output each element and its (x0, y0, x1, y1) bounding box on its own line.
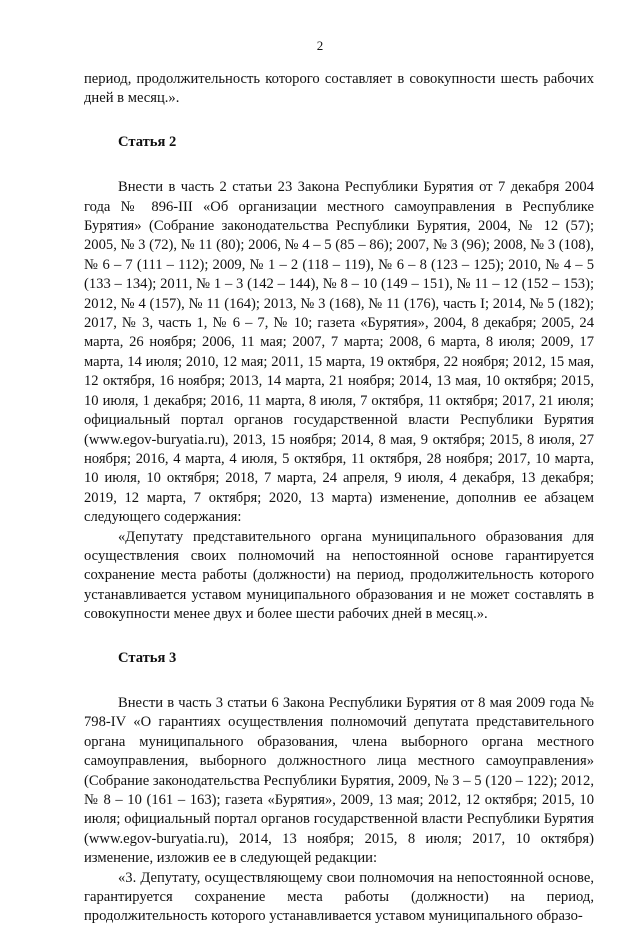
document-body (84, 70, 594, 927)
article-3-text: Внести в часть 3 статьи 6 Закона Республики Бурятия от 8 мая 2009 года № 798-IV «О гарантиях осуществления полномочий депутата представительного органа муниципального образования, члена выборного органа местного самоуправления, выборного должностного лица местного самоуправления» (Собрание законодательства Республики Бурятия, 2009, № 3 – 5 (120 – 122); 2012, № 8 – 10 (161 – 163); газета «Бурятия», 2009, 13 мая; 2012, 12 октября; 2015, 10 июля; официальный портал органов государственной власти Республики Бурятия (www.egov-buryatia.ru), 2014, 13 ноября; 2015, 8 июля; 2017, 10 октября) изменение, изложив ее в следующей редакции: (84, 694, 594, 867)
page-number: 2 (316, 38, 324, 53)
article-2-text: Внести в часть 2 статьи 23 Закона Республики Бурятия от 7 декабря 2004 года № 896-III «Об организации местного самоуправления в Республике Бурятия» (Собрание законодательства Республики Бурятия, 2004, № 12 (57); 2005, № 3 (72), № 11 (80); 2006, № 4 – 5 (85 – 86); 2007, № 3 (96); 2008, № 3 (108), № 6 – 7 (111 – 112); 2009, № 1 – 2 (118 – 119), № 6 – 8 (123 – 125); 2010, № 4 – 5 (133 – 134); 2011, № 1 – 3 (142 – 144), № 8 – 10 (149 – 151), № 11 – 12 (152 – 153); 2012, № 4 (157), № 11 (164); 2013, № 3 (168), № 11 (176), часть I; 2014, № 5 (182); 2017, № 3, часть 1, № 6 – 7, № 10; газета «Бурятия», 2004, 8 декабря; 2005, 24 марта, 26 ноября; 2006, 11 мая; 2007, 7 марта; 2008, 6 марта, 8 июля; 2009, 17 марта, 14 июля; 2010, 12 мая; 2011, 15 марта, 19 октября, 22 ноября; 2012, 15 мая, 12 октября, 16 ноября; 2013, 14 марта, 21 ноября; 2014, 13 мая, 10 октября; 2015, 10 июля, 1 декабря; 2016, 11 марта, 8 июля, 7 октября, 11 октября; 2017, 21 июля; официальный портал органов государственной власти Республики Бурятия (www.egov-buryatia.ru), 2013, 15 ноября; 2014, 8 мая, 9 октября; 2015, 8 июля, 27 ноября; 2016, 4 марта, 4 июля, 5 октября, 11 октября, 28 ноября; 2017, 10 марта, 10 июля, 10 октября; 2018, 7 марта, 24 апреля, 9 июля, 4 декабря, 13 декабря; 2019, 12 марта, 7 октября; 2020, 13 марта) изменение, дополнив ее абзацем следующего содержания: (84, 179, 594, 526)
article-3-quote: «3. Депутату, осуществляющему свои полномочия на непостоянной основе, гарантируется сохранение места работы (должности) на период, продолжительность которого устанавливается уставом муниципального образо- (84, 869, 594, 925)
continuation-paragraph: период, продолжительность которого составляет в совокупности шесть рабочих дней в месяц.». (84, 71, 594, 107)
article-3-heading: Статья 3 (118, 649, 177, 666)
article-2-heading: Статья 2 (118, 133, 177, 150)
article-2-quote: «Депутату представительного органа муниципального образования для осуществления своих полномочий на непостоянной основе гарантируется сохранение места работы (должности) на период, продолжительность которого устанавливается уставом муниципального образования и не может составлять в совокупности менее двух и более шести рабочих дней в месяц.». (84, 528, 594, 623)
